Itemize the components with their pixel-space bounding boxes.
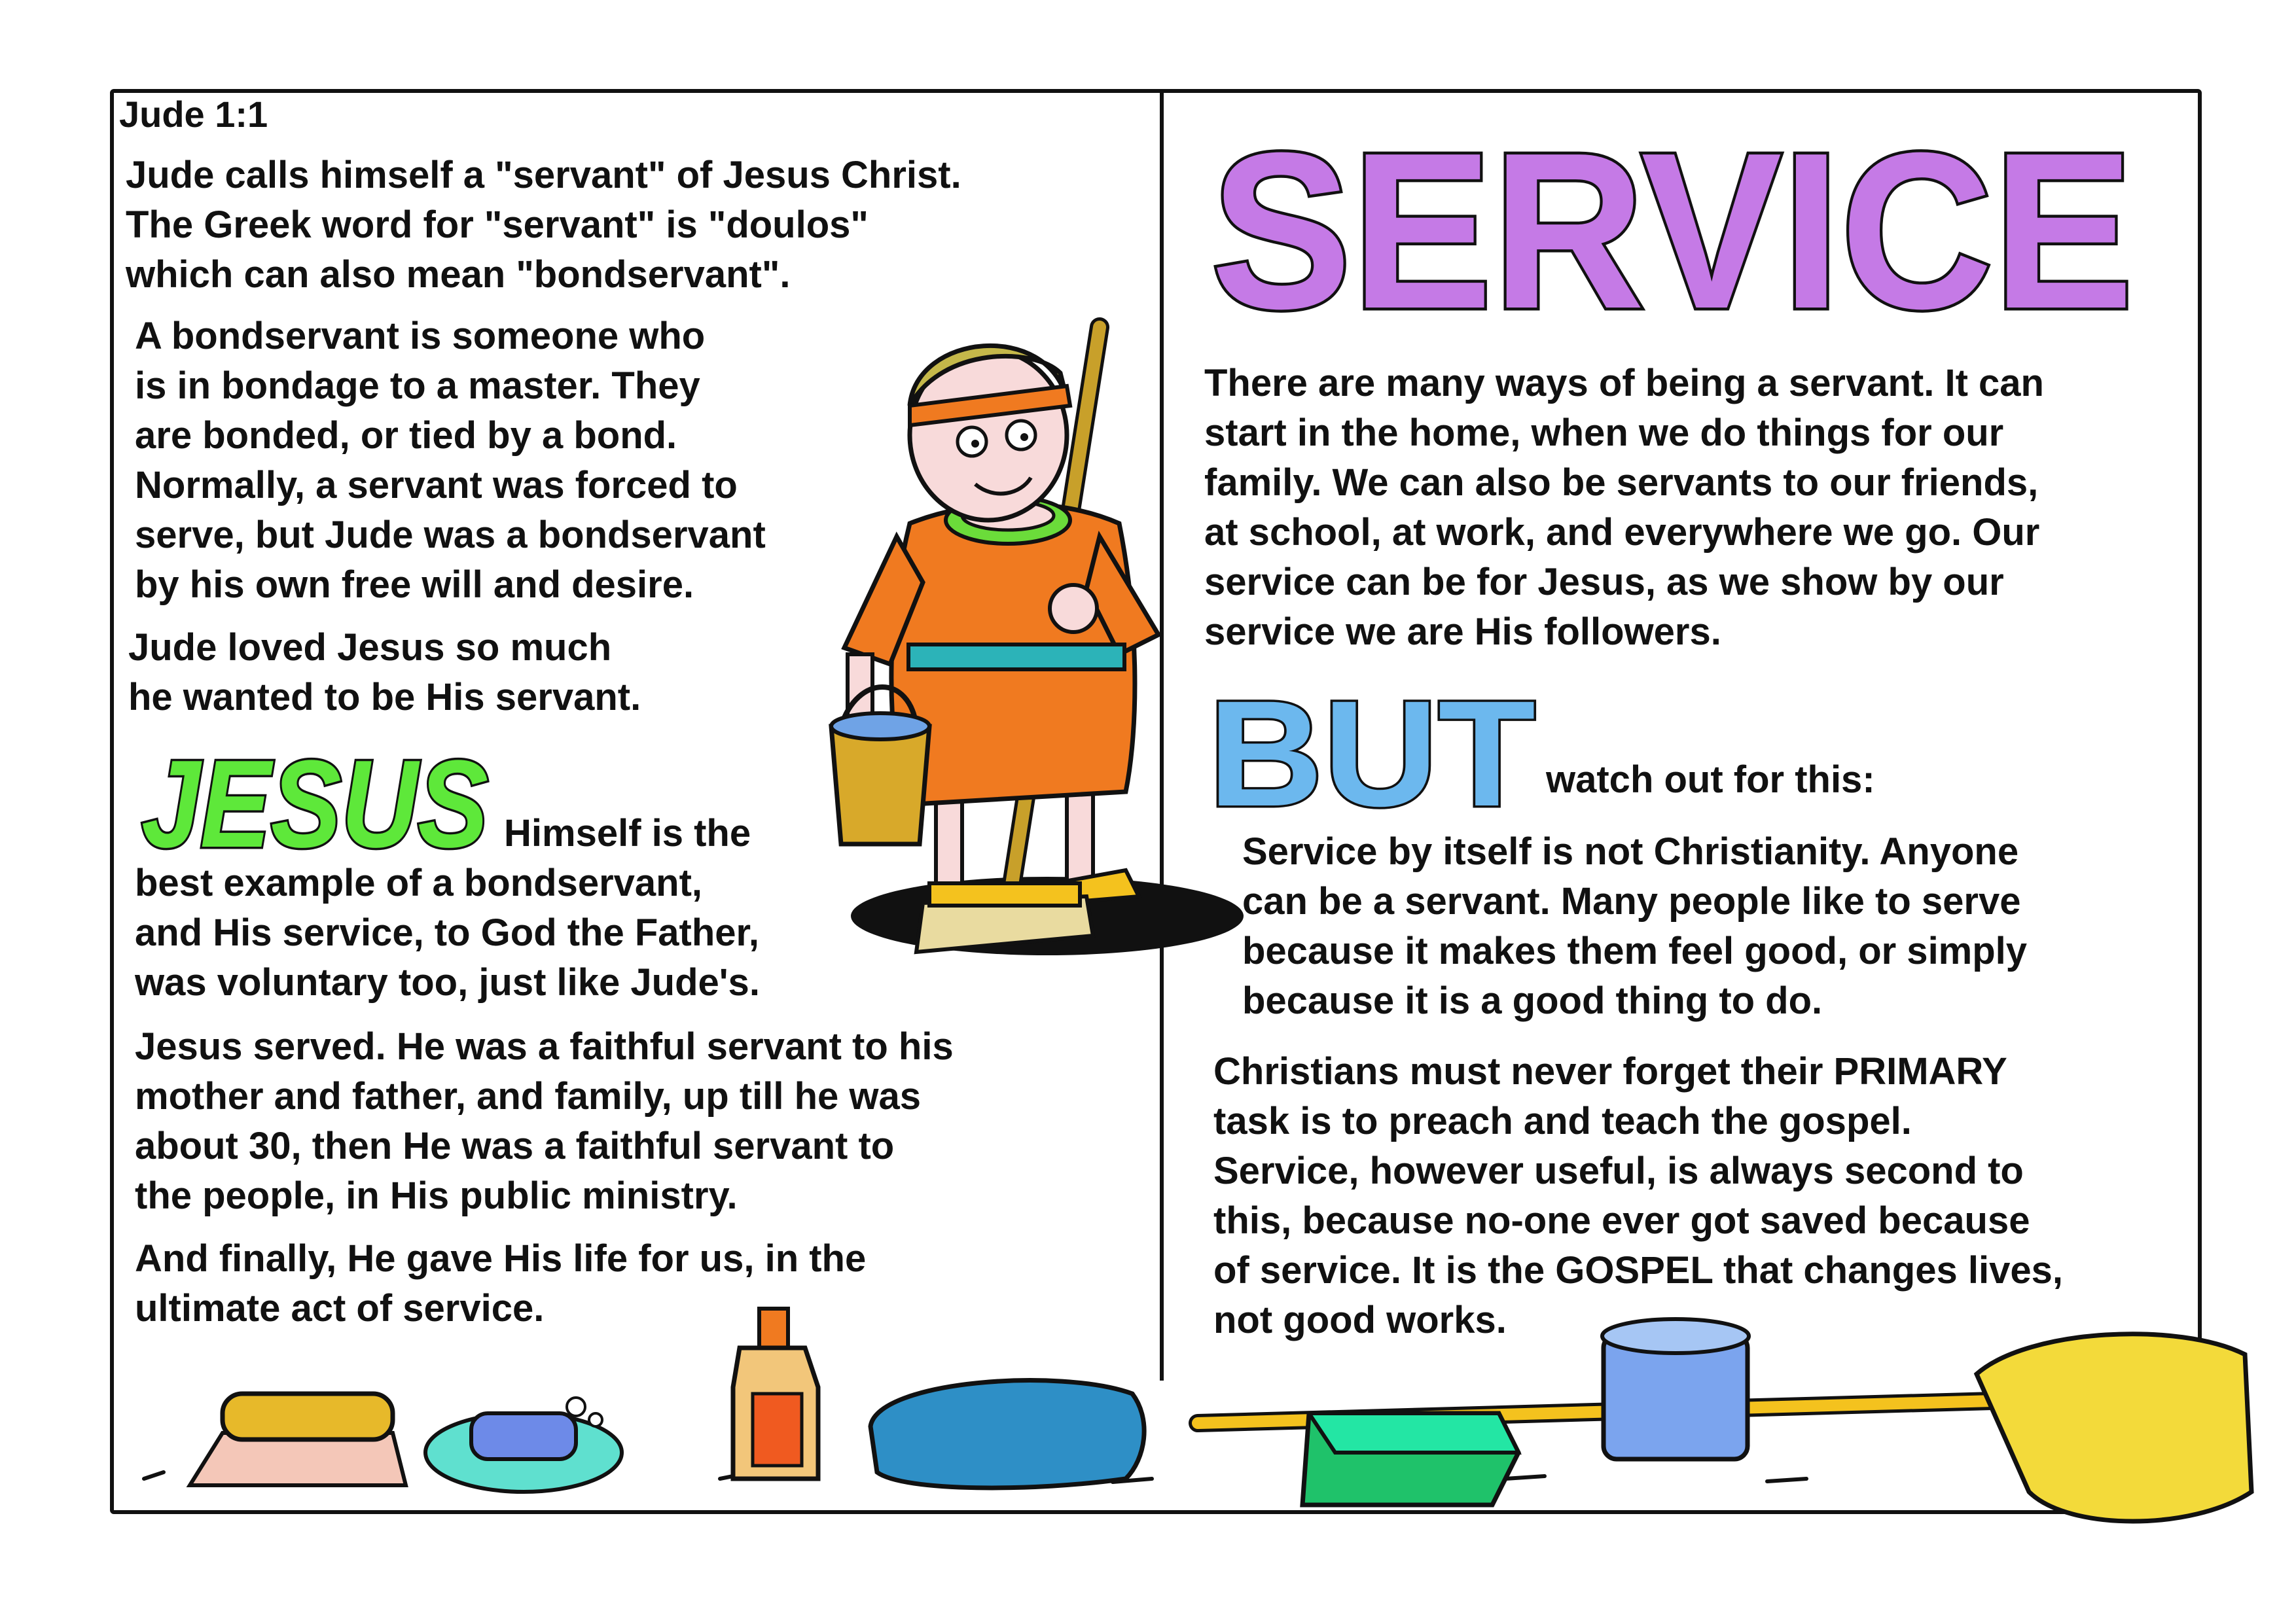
- cleaner-bottle-icon: [733, 1309, 818, 1479]
- but-word: BUT: [1208, 669, 1535, 838]
- scrub-brush-icon: [190, 1394, 406, 1485]
- pot-icon: [1602, 1319, 1749, 1459]
- left-paragraph-2: A bondservant is someone who is in bondage to a master. They are bonded, or tied by a bond. Normally, a servant was forced to serve, but Jude was a bondservant by his own free will and desire.: [135, 315, 766, 606]
- but-title: [1204, 669, 1545, 838]
- scripture-reference: Jude 1:1: [119, 94, 268, 135]
- soap-icon: [425, 1398, 622, 1492]
- left-paragraph-6: And finally, He gave His life for us, in the ultimate act of service.: [135, 1237, 867, 1330]
- sponge-icon: [1302, 1413, 1518, 1505]
- left-paragraph-4-lead: Himself is the: [504, 812, 751, 855]
- left-paragraph-4: best example of a bondservant, and His service, to God the Father, was voluntary too, just like Jude's.: [135, 862, 760, 1004]
- cleaning-items-strip: [131, 1296, 2291, 1544]
- service-word: SERVICE: [1211, 107, 2134, 355]
- right-paragraph-3: Christians must never forget their PRIMARY task is to preach and teach the gospel. Service, however useful, is always second to this, because no-one ever got saved because of service. It is the GOSPEL that changes lives, not good works.: [1213, 1050, 2063, 1341]
- left-paragraph-3: Jude loved Jesus so much he wanted to be His servant.: [128, 626, 641, 718]
- right-paragraph-1: There are many ways of being a servant. It can start in the home, when we do things for our family. We can also be servants to our friends, at school, at work, and everywhere we go. Our service can be for Jesus, as we show by our service we are His followers.: [1204, 362, 2044, 653]
- but-tail-text: watch out for this:: [1546, 758, 1875, 801]
- towel-icon: [870, 1381, 1144, 1488]
- left-paragraph-5: Jesus served. He was a faithful servant to his mother and father, and family, up till he was about 30, then He was a faithful servant to the people, in His public ministry.: [135, 1025, 954, 1217]
- left-paragraph-1: Jude calls himself a "servant" of Jesus Christ. The Greek word for "servant" is "doulos" which can also mean "bondservant".: [126, 154, 961, 296]
- right-paragraph-2: Service by itself is not Christianity. Anyone can be a servant. Many people like to serve because it makes them feel good, or simply because it is a good thing to do.: [1242, 830, 2028, 1022]
- boy-servant-illustration: [812, 308, 1244, 975]
- jesus-title: [136, 735, 503, 874]
- jesus-word: JESUS: [141, 735, 488, 874]
- service-title: [1204, 92, 2147, 355]
